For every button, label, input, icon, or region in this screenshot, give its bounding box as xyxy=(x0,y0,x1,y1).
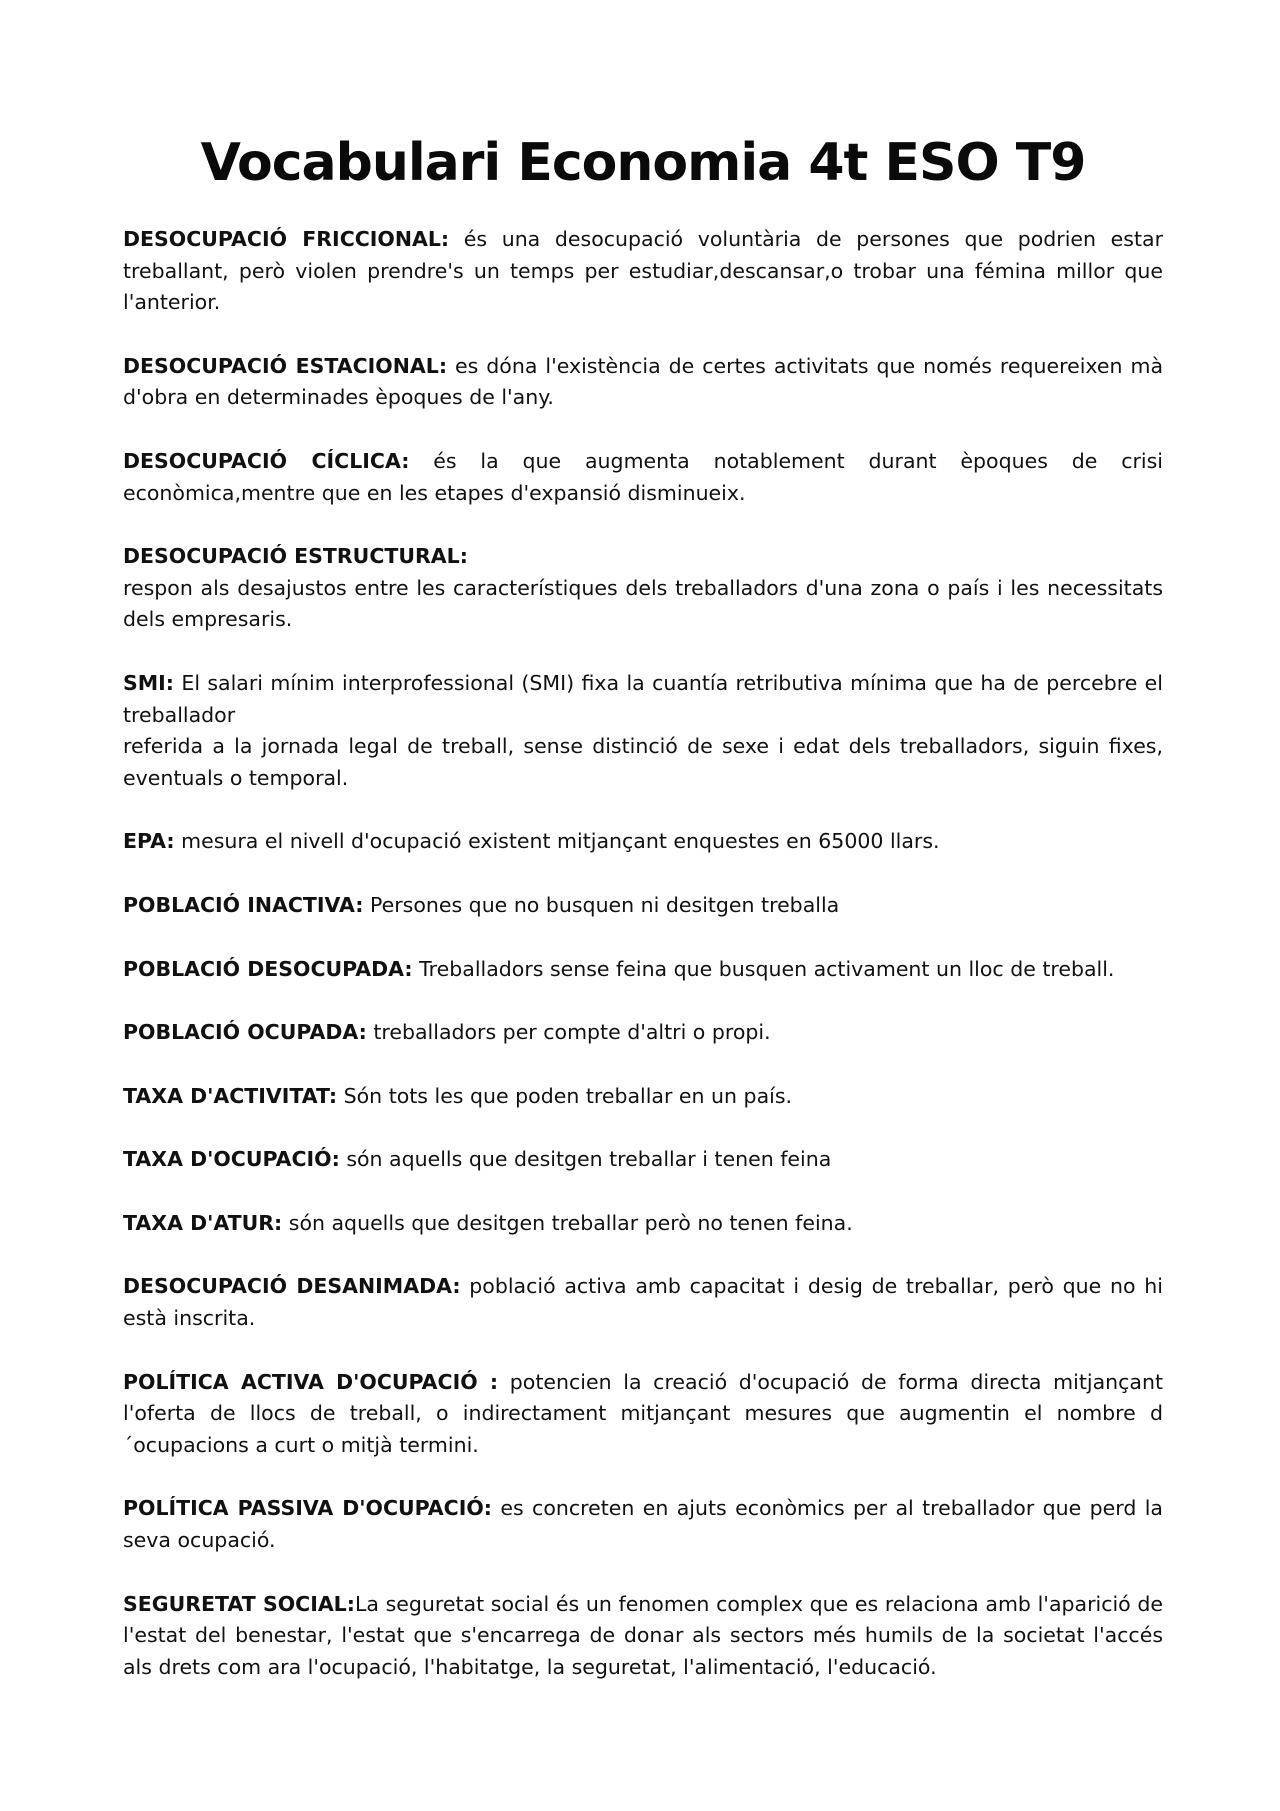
vocab-entry-poblacio-inactiva xyxy=(123,890,1163,922)
vocab-definition: treballadors per compte d'altri o propi. xyxy=(366,1020,771,1045)
vocab-definition: són aquells que desitgen treballar però no tenen feina. xyxy=(282,1210,853,1235)
vocab-term: DESOCUPACIÓ FRICCIONAL: xyxy=(123,227,450,251)
vocab-definition: mesura el nivell d'ocupació existent mitjançant enquestes en 65000 llars. xyxy=(174,829,940,854)
vocab-definition: Són tots les que poden treballar en un país. xyxy=(337,1083,793,1108)
vocab-entry-politica-activa xyxy=(123,1367,1163,1462)
vocab-term: TAXA D'ACTIVITAT: xyxy=(123,1083,338,1108)
vocab-term: POBLACIÓ DESOCUPADA: xyxy=(123,956,413,981)
document-title: Vocabulari Economia 4t ESO T9 xyxy=(200,133,1086,193)
vocab-definition: són aquells que desitgen treballar i tenen feina xyxy=(339,1147,832,1172)
vocab-term: TAXA D'ATUR: xyxy=(123,1210,283,1235)
vocab-term: TAXA D'OCUPACIÓ: xyxy=(123,1147,340,1172)
vocab-term: POBLACIÓ INACTIVA: xyxy=(123,892,364,917)
vocab-entry-desocupacio-estructural xyxy=(123,541,1163,636)
vocab-definition: respon als desajustos entre les característiques dels treballadors d'una zona o país i les necessitats dels empresaris. xyxy=(123,575,1163,632)
vocab-definition: Treballadors sense feina que busquen activament un lloc de treball. xyxy=(412,956,1115,981)
vocab-entry-taxa-ocupacio xyxy=(123,1144,1163,1176)
vocab-entry-poblacio-desocupada xyxy=(123,954,1163,986)
vocab-definition: població activa amb capacitat i desig de treballar, però que no hi està inscrita. xyxy=(123,1274,1163,1331)
vocab-definition: és la que augmenta notablement durant èpoques de crisi econòmica,mentre que en les etapes d'expansió disminueix. xyxy=(123,448,1163,505)
vocab-definition: es dóna l'existència de certes activitats que només requereixen mà d'obra en determinades èpoques de l'any. xyxy=(123,353,1164,410)
vocab-term: DESOCUPACIÓ ESTACIONAL: xyxy=(123,353,448,378)
document-page xyxy=(123,0,1163,1715)
vocab-entry-smi xyxy=(123,668,1163,794)
vocab-entry-desocupacio-friccional xyxy=(123,224,1163,319)
vocab-term: DESOCUPACIÓ DESANIMADA: xyxy=(123,1274,461,1299)
vocab-definition: es concreten en ajuts econòmics per al treballador que perd la seva ocupació. xyxy=(123,1496,1163,1553)
vocab-term: POBLACIÓ OCUPADA: xyxy=(123,1020,367,1045)
vocab-entry-politica-passiva xyxy=(123,1493,1163,1556)
vocab-definition: El salari mínim interprofessional (SMI) fixa la cuantía retributiva mínima que ha de percebre el treballador xyxy=(123,670,1163,727)
vocab-term: SMI: xyxy=(123,670,174,695)
vocab-entry-desocupacio-ciclica xyxy=(123,446,1163,509)
vocab-term: EPA: xyxy=(123,829,175,854)
vocab-definition: La seguretat social és un fenomen complex que es relaciona amb l'aparició de l'estat del benestar, l'estat que s'encarrega de donar als sectors més humils de la societat l'accés als drets com ara l'ocupació, l'habitatge, la seguretat, l'alimentació, l'educació. xyxy=(123,1591,1163,1679)
vocab-entry-desocupacio-estacional xyxy=(123,351,1163,414)
vocab-term: SEGURETAT SOCIAL: xyxy=(123,1591,355,1616)
vocab-definition: potencien la creació d'ocupació de forma directa mitjançant l'oferta de llocs de treball, o indirectament mitjançant mesures que augmentin el nombre d ´ocupacions a curt o mitjà termini. xyxy=(123,1369,1163,1457)
vocab-entry-taxa-activitat xyxy=(123,1081,1163,1113)
vocab-definition: és una desocupació voluntària de persones que podrien estar treballant, però violen prendre's un temps per estudiar,descansar,o trobar una fémina millor que l'anterior. xyxy=(123,227,1163,315)
vocab-entry-poblacio-ocupada xyxy=(123,1017,1163,1049)
vocab-definition-continued: referida a la jornada legal de treball, sense distinció de sexe i edat dels treballadors, siguin fixes, eventuals o temporal. xyxy=(123,734,1163,790)
vocab-term: POLÍTICA PASSIVA D'OCUPACIÓ: xyxy=(123,1496,492,1521)
vocab-term: DESOCUPACIÓ CÍCLICA: xyxy=(123,448,410,473)
vocab-term: POLÍTICA ACTIVA D'OCUPACIÓ : xyxy=(123,1369,499,1394)
vocab-term: DESOCUPACIÓ ESTRUCTURAL: xyxy=(123,544,468,569)
vocab-entry-desocupacio-desanimada xyxy=(123,1271,1163,1334)
vocab-entry-seguretat-social xyxy=(123,1589,1163,1684)
vocabulary-list xyxy=(123,224,1163,1683)
vocab-entry-epa xyxy=(123,826,1163,858)
vocab-entry-taxa-atur xyxy=(123,1208,1163,1240)
vocab-definition: Persones que no busquen ni desitgen treballa xyxy=(363,892,840,917)
